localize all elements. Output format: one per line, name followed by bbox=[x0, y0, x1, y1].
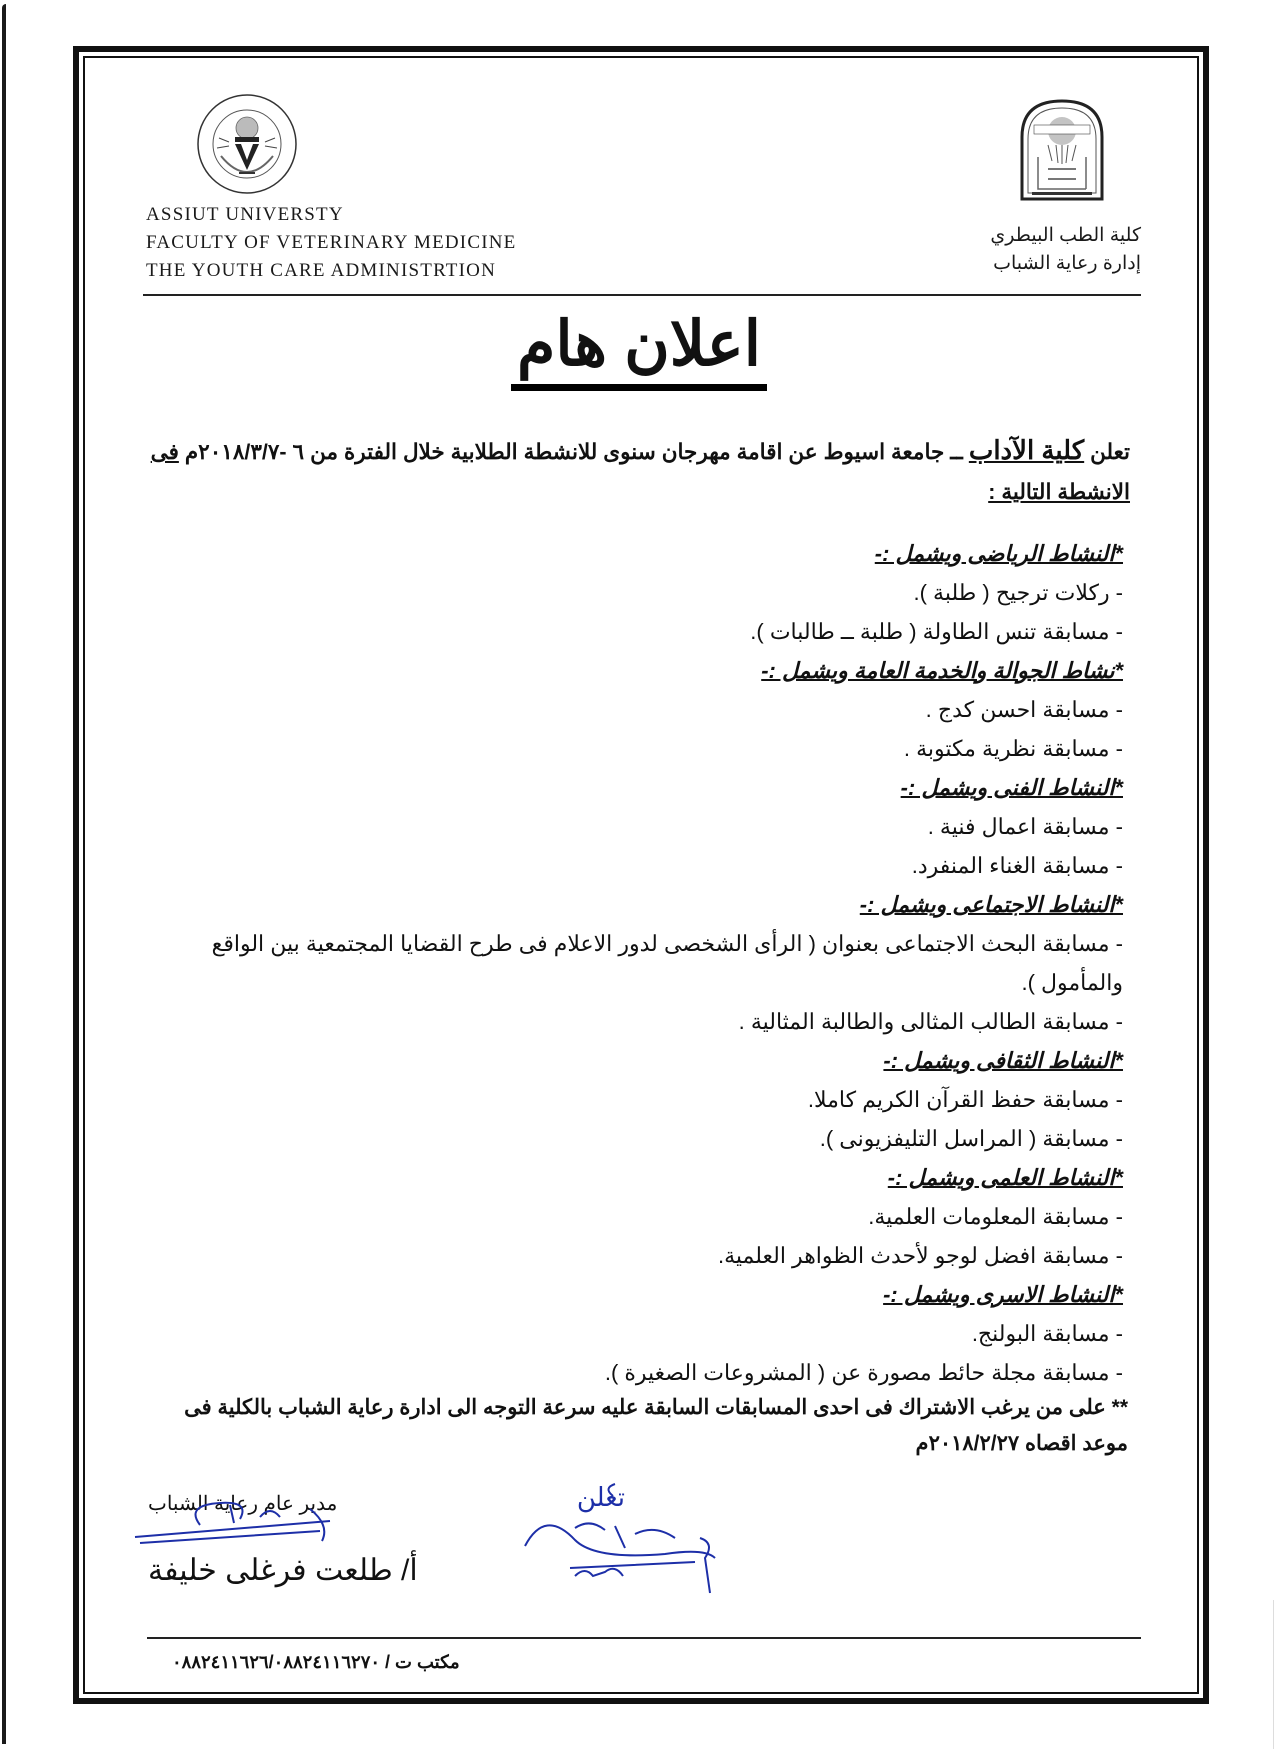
section-heading: *نشاط الجوالة والخدمة العامة ويشمل :- bbox=[761, 658, 1123, 683]
activity-item: - مسابقة الغناء المنفرد. bbox=[911, 853, 1123, 878]
section-heading: *النشاط الفنى ويشمل :- bbox=[900, 775, 1123, 800]
intro-following: فى الانشطة التالية : bbox=[150, 440, 1130, 504]
activity-item: - مسابقة المعلومات العلمية. bbox=[868, 1204, 1123, 1229]
scan-edge-right bbox=[1273, 1600, 1274, 1749]
activity-item: - مسابقة البولنج. bbox=[971, 1321, 1123, 1346]
activity-item: - ركلات ترجيح ( طلبة ). bbox=[913, 580, 1123, 605]
scan-edge bbox=[2, 4, 6, 1744]
college-name: كلية الآداب bbox=[968, 435, 1085, 465]
arabic-letterhead bbox=[990, 222, 1141, 278]
activity-item: - مسابقة مجلة حائط مصورة عن ( المشروعات الصغيرة ). bbox=[604, 1360, 1123, 1385]
faculty-seal-logo bbox=[195, 92, 299, 196]
activities-list bbox=[160, 534, 1123, 1392]
activity-item: - مسابقة اعمال فنية . bbox=[927, 814, 1123, 839]
manager-title: مدير عام رعاية الشباب bbox=[148, 1493, 338, 1515]
activity-item: - مسابقة تنس الطاولة ( طلبة ــ طالبات ). bbox=[750, 619, 1123, 644]
activity-item: - مسابقة الطالب المثالى والطالبة المثالية . bbox=[738, 1009, 1123, 1034]
english-letterhead bbox=[146, 201, 516, 285]
handwritten-note: تعلن bbox=[576, 1483, 625, 1513]
intro-paragraph bbox=[150, 430, 1130, 512]
activity-item: - مسابقة احسن كدج . bbox=[925, 697, 1123, 722]
manager-signature bbox=[130, 1495, 370, 1565]
intro-text-body: ــ جامعة اسيوط عن اقامة مهرجان سنوى للانشطة الطلابية خلال الفترة من bbox=[310, 440, 963, 464]
section-heading: *النشاط العلمى ويشمل :- bbox=[887, 1165, 1123, 1190]
section-heading: *النشاط الثقافى ويشمل :- bbox=[883, 1048, 1123, 1073]
office-phone: مكتب ت / ٠٨٨٢٤١١٦٢٦/٠٨٨٢٤١١٦٢٧٠ bbox=[172, 1652, 460, 1672]
intro-text-start: تعلن bbox=[1090, 440, 1130, 464]
activity-item: - مسابقة حفظ القرآن الكريم كاملا. bbox=[807, 1087, 1123, 1112]
title-text: اعلان هام bbox=[511, 310, 767, 391]
faculty-name: FACULTY OF VETERINARY MEDICINE bbox=[146, 232, 517, 253]
university-emblem-logo bbox=[1018, 97, 1106, 201]
activity-item: - مسابقة نظرية مكتوبة . bbox=[903, 736, 1123, 761]
approval-signature bbox=[515, 1468, 745, 1598]
section-heading: *النشاط الاجتماعى ويشمل :- bbox=[859, 892, 1123, 917]
registration-note: ** على من يرغب الاشتراك فى احدى المسابقات السابقة عليه سرعة التوجه الى ادارة رعاية الشباب بالكلية فى موعد اقصاه ٢٠١٨/٢/٢٧م bbox=[184, 1396, 1128, 1455]
activity-item: - مسابقة ( المراسل التليفزيونى ). bbox=[819, 1126, 1123, 1151]
university-name: ASSIUT UNIVERSTY bbox=[146, 204, 344, 225]
section-heading: *النشاط الاسرى ويشمل :- bbox=[883, 1282, 1123, 1307]
department-name-arabic: إدارة رعاية الشباب bbox=[993, 253, 1141, 274]
footer-divider bbox=[147, 1637, 1141, 1639]
section-heading: *النشاط الرياضى ويشمل :- bbox=[874, 541, 1123, 566]
activity-item: - مسابقة البحث الاجتماعى بعنوان ( الرأى الشخصى لدور الاعلام فى طرح القضايا المجتمعية بين الواقع والمأمول ). bbox=[211, 931, 1123, 995]
activity-item: - مسابقة افضل لوجو لأحدث الظواهر العلمية. bbox=[717, 1243, 1123, 1268]
faculty-name-arabic: كلية الطب البيطري bbox=[990, 225, 1141, 246]
department-name: THE YOUTH CARE ADMINISTRTION bbox=[146, 260, 496, 281]
announcement-title bbox=[0, 310, 1278, 391]
header-divider bbox=[143, 294, 1141, 296]
manager-name: أ/ طلعت فرغلى خليفة bbox=[148, 1554, 418, 1587]
festival-dates: ٦ -٢٠١٨/٣/٧م bbox=[184, 440, 305, 464]
